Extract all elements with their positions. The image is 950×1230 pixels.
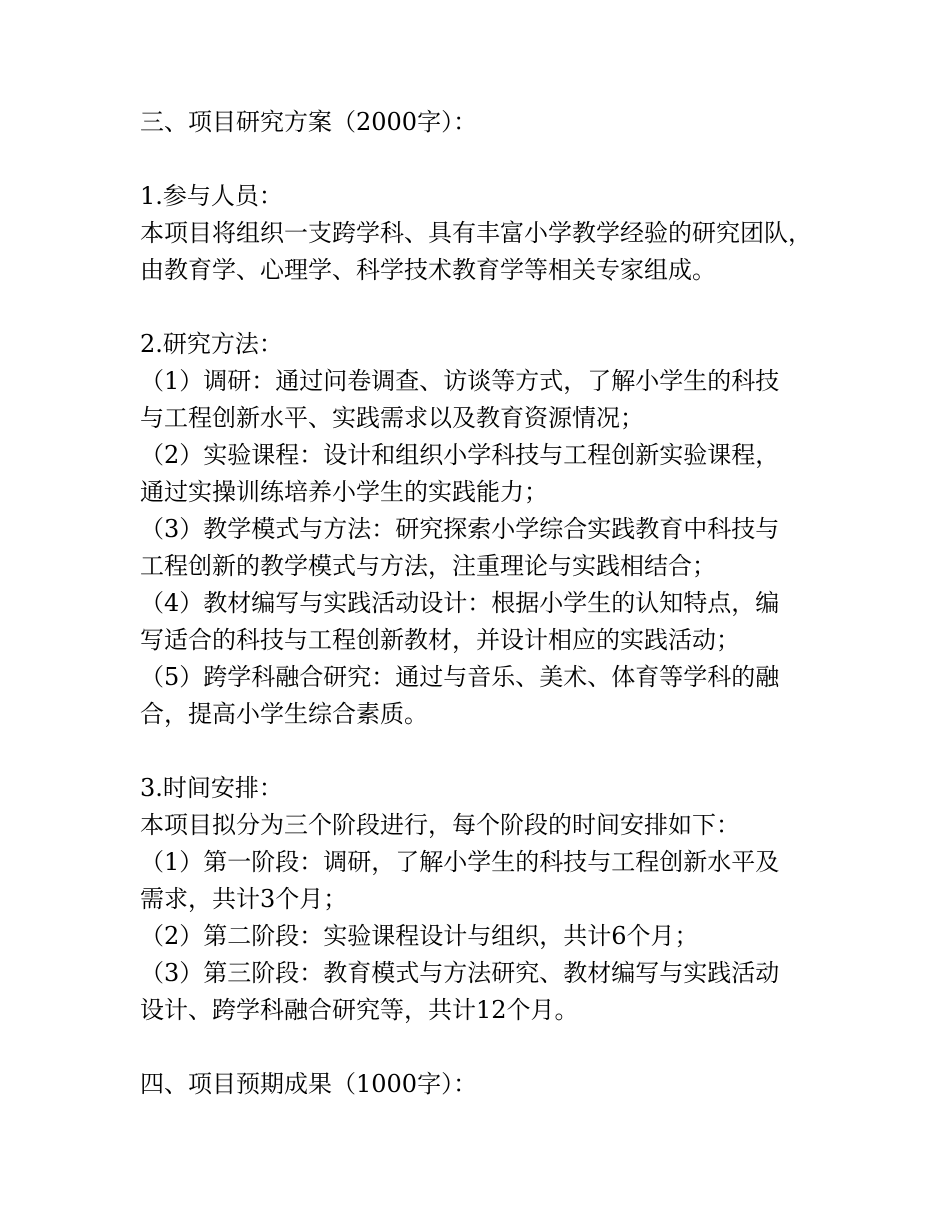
section-heading: 四、项目预期成果（1000字）： [140, 1070, 478, 1098]
paragraph-line: 由教育学、心理学、科学技术教育学等相关专家组成。 [140, 256, 716, 284]
list-item-line: （3）教学模式与方法：研究探索小学综合实践教育中科技与 [140, 515, 780, 543]
blank-line [140, 1029, 840, 1066]
list-item-line: 与工程创新水平、实践需求以及教育资源情况； [140, 404, 644, 432]
list-item-line: 合，提高小学生综合素质。 [140, 700, 428, 728]
list-item-line: 写适合的科技与工程创新教材，并设计相应的实践活动； [140, 626, 740, 654]
blank-line [140, 289, 840, 326]
document-body [140, 104, 840, 1103]
subsection-heading: 1.参与人员： [140, 182, 283, 210]
paragraph-line: 本项目拟分为三个阶段进行，每个阶段的时间安排如下： [140, 811, 740, 839]
list-item-line: （2）第二阶段：实验课程设计与组织，共计6个月； [140, 922, 699, 950]
list-item-line: 设计、跨学科融合研究等，共计12个月。 [140, 996, 579, 1024]
list-item-line: 需求，共计3个月； [140, 885, 348, 913]
list-item-line: 工程创新的教学模式与方法，注重理论与实践相结合； [140, 552, 716, 580]
section-heading: 三、项目研究方案（2000字）： [140, 108, 478, 136]
list-item-line: （1）第一阶段：调研，了解小学生的科技与工程创新水平及 [140, 848, 780, 876]
subsection-heading: 3.时间安排： [140, 774, 283, 802]
paragraph-line: 本项目将组织一支跨学科、具有丰富小学教学经验的研究团队， [140, 219, 812, 247]
list-item-line: （2）实验课程：设计和组织小学科技与工程创新实验课程， [140, 441, 780, 469]
blank-line [140, 141, 840, 178]
list-item-line: （1）调研：通过问卷调查、访谈等方式，了解小学生的科技 [140, 367, 780, 395]
list-item-line: （3）第三阶段：教育模式与方法研究、教材编写与实践活动 [140, 959, 780, 987]
subsection-heading: 2.研究方法： [140, 330, 283, 358]
blank-line [140, 733, 840, 770]
list-item-line: （5）跨学科融合研究：通过与音乐、美术、体育等学科的融 [140, 663, 780, 691]
list-item-line: （4）教材编写与实践活动设计：根据小学生的认知特点，编 [140, 589, 780, 617]
list-item-line: 通过实操训练培养小学生的实践能力； [140, 478, 548, 506]
